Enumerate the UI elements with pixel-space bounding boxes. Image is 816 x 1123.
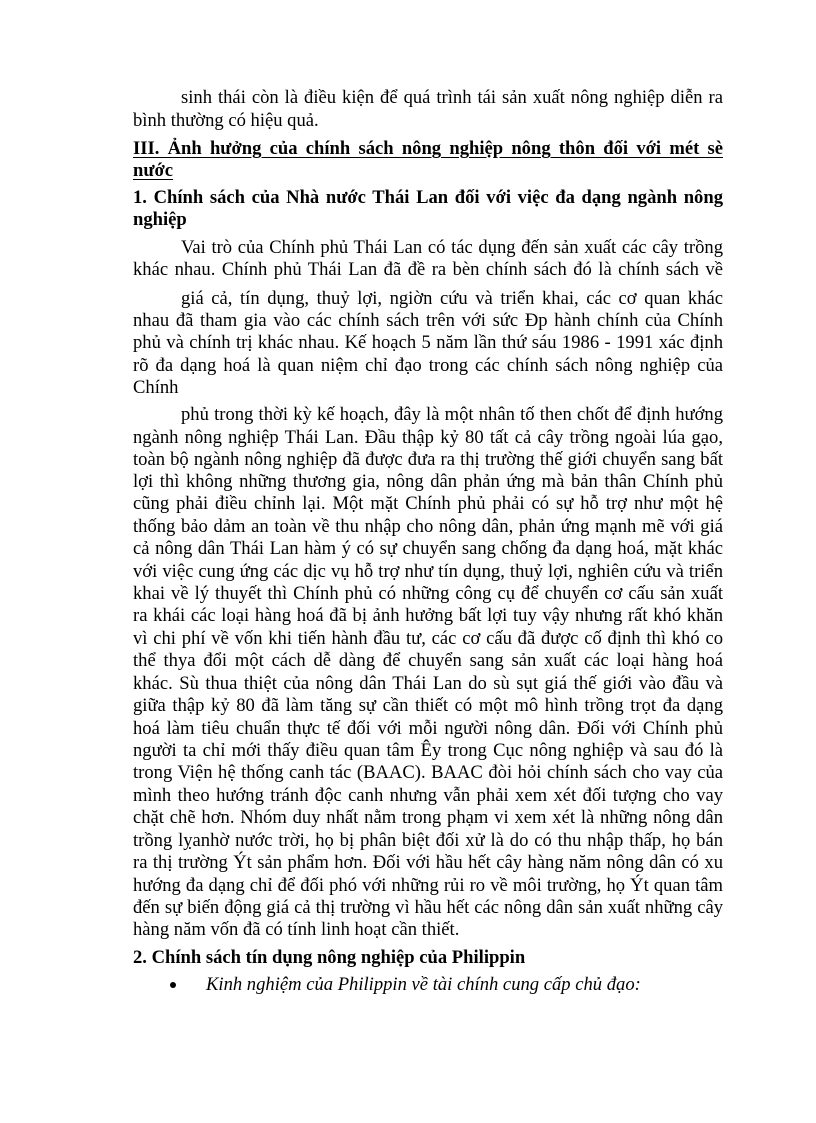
- paragraph-line: hàng năm vốn đã có tính linh hoạt cần thiết.: [133, 919, 460, 940]
- paragraph-line: ngành nông nghiệp Thái Lan. Đầu thập kỷ 80 tất cả cây trồng ngoài lúa gạo,: [133, 427, 723, 448]
- paragraph-line: giữa thập kỷ 80 đã làm tăng sự cần thiết có một mô hình trồng trọt đa dạng: [133, 695, 723, 716]
- section-heading: nước: [133, 160, 174, 181]
- paragraph-line: toàn bộ ngành nông nghiệp đã được đưa ra thị trường thế giới chuyển sang bất: [133, 449, 723, 470]
- paragraph-line: mình theo hướng tránh độc canh nhưng vẫn phải xem xét đối tượng cho vay: [133, 785, 723, 806]
- paragraph-line: thể thya đổi một cách dễ dàng để chuyển sang sản xuất các loại hàng hoá: [133, 650, 723, 671]
- paragraph-line: trồng lỵanhờ nước trời, họ bị phân biệt đối xử là do có thu nhập thấp, họ bán: [133, 830, 723, 851]
- subsection-heading: nghiệp: [133, 209, 187, 230]
- paragraph-line: cũng phải điều chỉnh lại. Một mặt Chính phủ phải có sự hỗ trợ như một hệ: [133, 493, 723, 514]
- paragraph-line: nhau đã tham gia vào các chính sách trên với sức Đp hành chính của Chính: [133, 310, 723, 331]
- paragraph-line: khác. Sù thua thiệt của nông dân Thái Lan do sù sụt giá thế giới vào đầu và: [133, 673, 723, 694]
- paragraph-line: bình thường có hiệu quả.: [133, 110, 319, 131]
- paragraph-line: sinh thái còn là điều kiện để quá trình tái sản xuất nông nghiệp diễn ra: [181, 87, 723, 108]
- paragraph-line: ra khái các loại hàng hoá đã bị ảnh hưởng bất lợi tuy vậy nhưng rất khó khăn: [133, 605, 723, 626]
- paragraph-line: ra thị trường Ýt sản phẩm hơn. Đối với hầu hết cây hàng năm nông dân có xu: [133, 852, 723, 873]
- paragraph-line: phủ trong thời kỳ kế hoạch, đây là một nhân tố then chốt để định hướng: [181, 404, 723, 425]
- bullet-text: Kinh nghiệm của Philippin về tài chính cung cấp chủ đạo:: [206, 974, 641, 995]
- subsection-heading: 2. Chính sách tín dụng nông nghiệp của Philippin: [133, 947, 526, 968]
- paragraph-line: khác nhau. Chính phủ Thái Lan đã đề ra bèn chính sách đó là chính sách về: [133, 259, 723, 280]
- paragraph-line: Vai trò của Chính phủ Thái Lan có tác dụng đến sản xuất các cây trồng: [181, 237, 723, 258]
- paragraph-line: trong Viện hệ thống canh tác (BAAC). BAAC đòi hỏi chính sách cho vay của: [133, 762, 723, 783]
- subsection-heading: 1. Chính sách của Nhà nước Thái Lan đối với việc đa dạng ngành nông: [133, 187, 723, 208]
- paragraph-line: thống bảo dảm an toàn về thu nhập cho nông dân, phản ứng mạnh mẽ với giá: [133, 516, 723, 537]
- paragraph-line: Chính: [133, 377, 179, 398]
- paragraph-line: lợi thì không những thương gia, nông dân phản ứng mà bản thân Chính phủ: [133, 471, 723, 492]
- paragraph-line: phủ và chính trị khác nhau. Kế hoạch 5 năm lần thứ sáu 1986 - 1991 xác định: [133, 332, 723, 353]
- paragraph-line: hướng đa dạng chỉ để đối phó với những rủi ro về môi trường, họ Ýt quan tâm: [133, 875, 723, 896]
- paragraph-line: với việc cung ứng các dịc vụ hỗ trợ như tín dụng, thuỷ lợi, nghiên cứu và triển: [133, 561, 723, 582]
- paragraph-line: cả nông dân Thái Lan hàm ý có sự chuyển sang chống đa dạng hoá, mặt khác: [133, 538, 723, 559]
- paragraph-line: đến sự biến động giá cả thị trường vì hầu hết các nông dân sản xuất những cây: [133, 897, 723, 918]
- bullet-dot-icon: [170, 982, 176, 988]
- paragraph-line: chặt chẽ hơn. Nhóm duy nhất nằm trong phạm vi xem xét là những nông dân: [133, 807, 723, 828]
- paragraph-line: người ta chỉ mới thấy điều quan tâm Êy trong Cục nông nghiệp và sau đó là: [133, 740, 723, 761]
- paragraph-line: hoá làm tiêu chuẩn thực tế đối với mỗi người nông dân. Đối với Chính phủ: [133, 718, 723, 739]
- section-heading: III. Ảnh hưởng của chính sách nông nghiệp nông thôn đối với mét sè: [133, 138, 723, 159]
- paragraph-line: giá cả, tín dụng, thuỷ lợi, ngiờn cứu và triển khai, các cơ quan khác: [181, 288, 723, 309]
- paragraph-line: rõ đa dạng hoá là quan niệm chỉ đạo trong các chính sách nông nghiệp của: [133, 355, 723, 376]
- paragraph-line: khai về lý thuyết thì Chính phủ có những công cụ để chuyển cơ cấu sản xuất: [133, 583, 723, 604]
- paragraph-line: vì chi phí về vốn khi tiến hành đầu tư, các cơ cấu đã được cố định thì khó co: [133, 628, 723, 649]
